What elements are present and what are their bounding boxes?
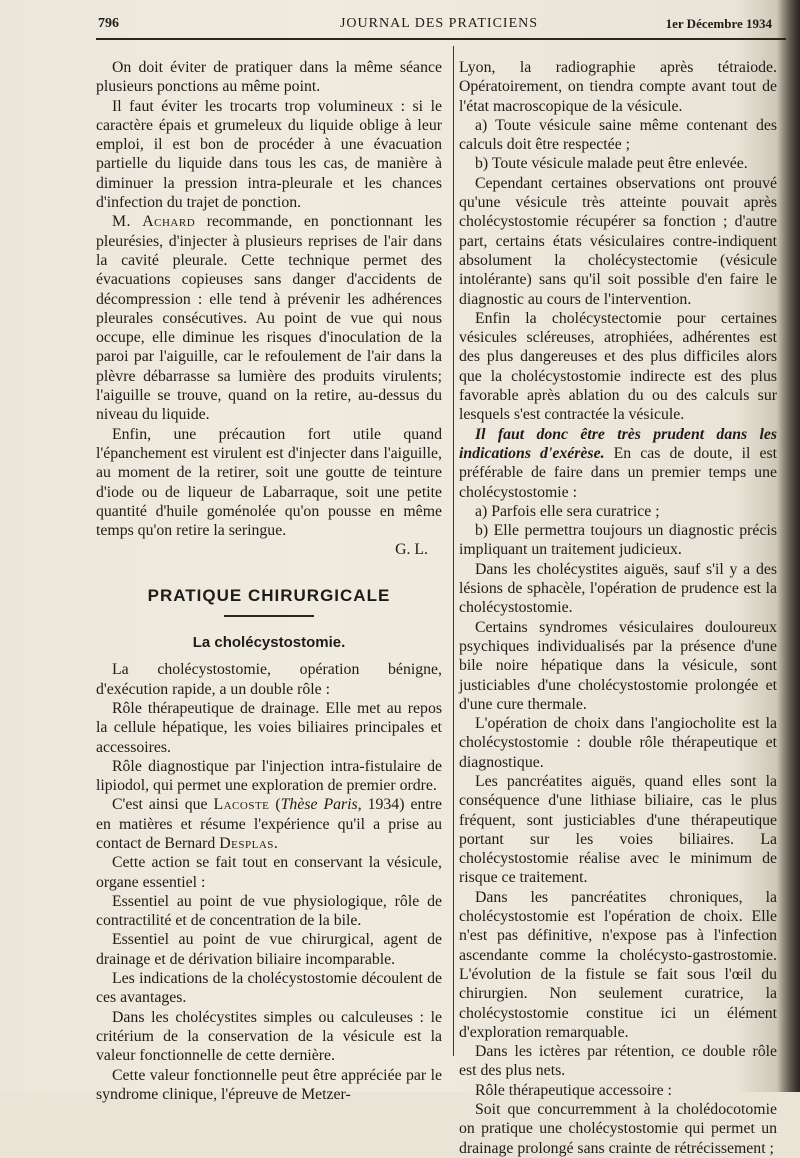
paragraph: Les indications de la cholécystostomie découlent de ces avantages. bbox=[96, 970, 442, 1007]
reference-title: Thèse Paris bbox=[280, 796, 358, 814]
paragraph: Dans les pancréatites chroniques, la cholécystostomie est l'opération de choix. Elle n'est pas définitive, n'expose pas à l'infection ascendante comme la cholécysto-gastrostomie. L'évolution de la fistule se fait sous l'œil du chirurgien. Non seulement curatrice, la cholécystostomie constitue ici un élément d'exploration remarquable. bbox=[459, 888, 777, 1041]
signature-line bbox=[96, 540, 442, 559]
section-title: PRATIQUE CHIRURGICALE bbox=[147, 585, 391, 605]
paragraph: Essentiel au point de vue physiologique, rôle de contractilité et de concentration de la bile. bbox=[96, 892, 442, 930]
paragraph: Dans les cholécystites aiguës, sauf s'il y a des lésions de sphacèle, l'opération de prudence est la cholécystostomie. bbox=[459, 560, 777, 617]
right-column bbox=[459, 58, 777, 1158]
author-name: Lacoste bbox=[213, 796, 270, 814]
paragraph: Certains syndromes vésiculaires douloureux psychiques individualisés par la présence d'une bile noire hépatique dans la vésicule, sont justiciables d'une cholécystostomie prolongée et d'une cure thermale. bbox=[459, 618, 777, 713]
paragraph bbox=[459, 425, 777, 502]
paragraph-text: recommande, en ponctionnant les pleurésies, d'injecter à plusieurs reprises de l'air dans la cavité pleurale. Cette technique permet des évacuations copieuses sans danger d'accidents de décompression : elle tend à prévenir les adhérences pleurales consécutives. Au point de vue qui nous occupe, elle diminue les risques d'inoculation de la paroi par l'aiguille, car le refoulement de l'air dans la plèvre débarrasse sa lumière des produits virulents; l'aiguille se trouve, quand on la retire, au-dessus du niveau du liquide. bbox=[96, 213, 442, 424]
paragraph: Enfin, une précaution fort utile quand l'épanchement est virulent est d'injecter dans l'aiguille, au moment de la retirer, soit une goutte de teinture d'iode ou de liqueur de Labarraque, soit une petite quantité d'huile goménolée qu'on pousse en même temps qu'on retire la seringue. bbox=[96, 425, 442, 540]
author-name: Desplas bbox=[219, 834, 274, 852]
paragraph: a) Toute vésicule saine même contenant des calculs doit être respectée ; bbox=[459, 116, 777, 154]
page-header bbox=[98, 14, 780, 38]
author-name: M. Achard bbox=[112, 213, 196, 231]
journal-title: JOURNAL DES PRATICIENS bbox=[339, 16, 539, 31]
paragraph: L'opération de choix dans l'angiocholite est la cholécystostomie : double rôle thérapeutique et diagnostique. bbox=[459, 715, 777, 771]
header-rule bbox=[96, 38, 786, 40]
paragraph: On doit éviter de pratiquer dans la même séance plusieurs ponctions au même point. bbox=[96, 59, 442, 96]
paragraph: b) Elle permettra toujours un diagnostic précis impliquant un traitement judicieux. bbox=[459, 522, 777, 559]
paragraph: La cholécystostomie, opération bénigne, d'exécution rapide, a un double rôle : bbox=[96, 661, 442, 698]
left-column bbox=[96, 58, 442, 1104]
paragraph: Cette action se fait tout en conservant la vésicule, organe essentiel : bbox=[96, 854, 442, 891]
section-rule bbox=[224, 615, 314, 617]
signature: G. L. bbox=[395, 541, 428, 559]
emphasis-text: Il faut donc être très prudent dans les indications d'exérèse. bbox=[459, 425, 777, 462]
paragraph: Essentiel au point de vue chirurgical, agent de drainage et de dérivation biliaire incomparable. bbox=[96, 931, 442, 968]
paragraph-text: entre en matières et résume l'expérience qu'il a prise au contact de Bernard bbox=[96, 796, 443, 852]
paragraph: Dans les ictères par rétention, ce double rôle est des plus nets. bbox=[459, 1043, 777, 1080]
issue-date: 1er Décembre 1934 bbox=[665, 16, 772, 31]
article-title: La cholécystostomie. bbox=[192, 634, 346, 652]
binding-shadow bbox=[778, 0, 800, 1092]
paragraph-text: C'est ainsi que bbox=[112, 796, 214, 814]
paragraph bbox=[96, 212, 442, 424]
paragraph: Dans les cholécystites simples ou calculeuses : le critérium de la conservation de la vésicule est la valeur fonctionnelle de cette dernière. bbox=[96, 1008, 442, 1065]
paragraph: Cette valeur fonctionnelle peut être appréciée par le syndrome clinique, l'épreuve de Metzer- bbox=[96, 1066, 442, 1103]
paragraph: Rôle thérapeutique de drainage. Elle met au repos la cellule hépatique, les voies biliaires principales et accessoires. bbox=[96, 699, 442, 756]
paragraph: a) Parfois elle sera curatrice ; bbox=[475, 502, 660, 520]
paragraph: b) Toute vésicule malade peut être enlevée. bbox=[475, 155, 748, 173]
paragraph: Les pancréatites aiguës, quand elles sont la conséquence d'une lithiase biliaire, cas le plus fréquent, sont justiciables d'une thérapeutique portant sur les voies biliaires. La cholécystostomie réalise avec le minimum de risque ce traitement. bbox=[459, 772, 777, 887]
paragraph-text: En cas de doute, il est préférable de faire dans un premier temps une cholécystostomie : bbox=[459, 444, 778, 501]
paragraph: Enfin la cholécystectomie pour certaines vésicules scléreuses, atrophiées, adhérentes est des plus dangereuses et des plus difficiles alors que la cholécystostomie indirecte est des plus favorable après ablation du ou des calculs sur lesquels s'est contractée la vésicule. bbox=[459, 309, 777, 424]
page-number: 796 bbox=[98, 16, 119, 31]
paragraph: Rôle diagnostique par l'injection intra-fistulaire de lipiodol, qui permet une exploration de premier ordre. bbox=[96, 757, 442, 795]
column-divider bbox=[453, 46, 454, 1056]
paragraph: Il faut éviter les trocarts trop volumineux : si le caractère épais et grumeleux du liquide oblige à leur emploi, il est bon de procéder à une évacuation partielle du liquide dans tous les cas, de manière à diminuer la pression intra-pleurale et les chances d'infection du trajet de ponction. bbox=[96, 97, 442, 212]
paragraph: Lyon, la radiographie après tétraiode. Opératoirement, on tiendra compte avant tout de l'état macroscopique de la vésicule. bbox=[459, 59, 777, 115]
paragraph: C'est ainsi que Lacoste (Thèse Paris, 1934) entre en matières et résume l'expérience qu'il a prise au contact de Bernard Desplas. bbox=[96, 796, 443, 852]
paragraph: Cependant certaines observations ont prouvé qu'une vésicule très atteinte pouvait après cholécystostomie récupérer sa fonction ; d'autre part, certains états vésiculaires contre-indiquent absolument la cholécystectomie (vésicule intolérante) sans qu'il soit possible d'en faire le diagnostic au cours de l'intervention. bbox=[459, 174, 777, 308]
paragraph: Soit que concurremment à la cholédocotomie on pratique une cholécystostomie qui permet un drainage prolongé sans crainte de rétrécissement ; bbox=[459, 1101, 777, 1157]
paragraph: Rôle thérapeutique accessoire : bbox=[475, 1081, 672, 1099]
